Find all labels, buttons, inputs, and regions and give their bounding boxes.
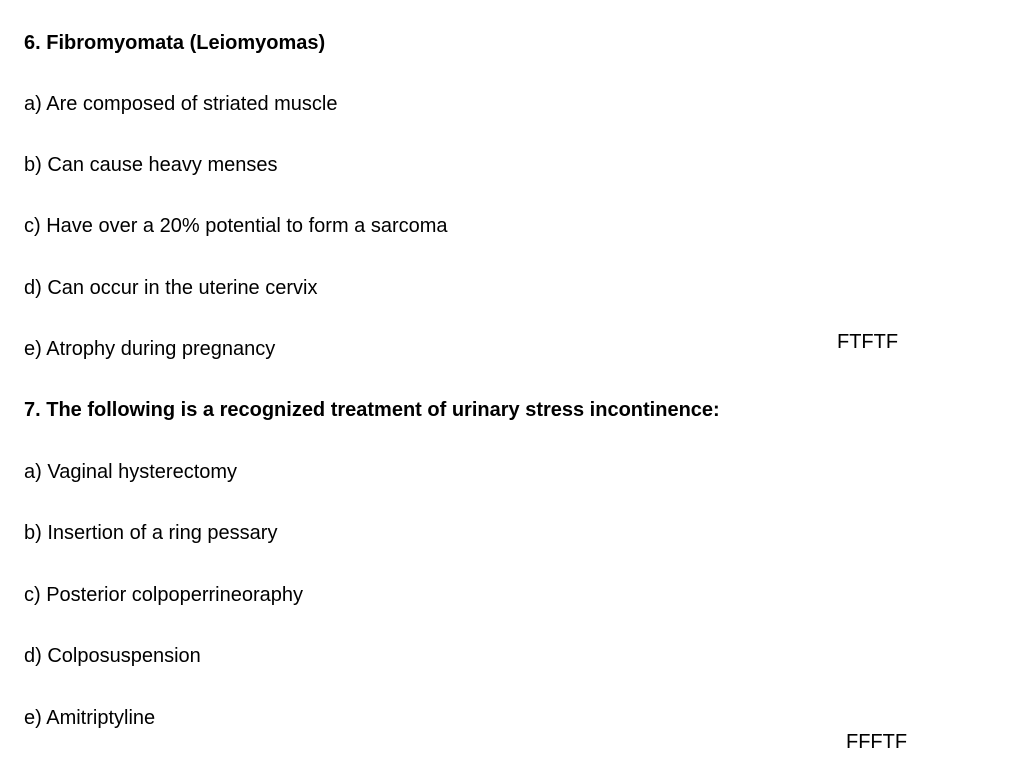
question-6-option-c: c) Have over a 20% potential to form a sarcoma — [24, 215, 448, 237]
question-7-option-e: e) Amitriptyline — [24, 707, 156, 729]
question-6-answer: FTFTF — [837, 331, 899, 353]
question-7-title: 7. The following is a recognized treatment of urinary stress incontinence: — [24, 399, 720, 421]
question-6-option-b: b) Can cause heavy menses — [24, 154, 278, 176]
question-7-option-b: b) Insertion of a ring pessary — [24, 522, 278, 544]
question-6-option-e: e) Atrophy during pregnancy — [24, 338, 276, 360]
question-7-option-a: a) Vaginal hysterectomy — [24, 461, 238, 483]
question-6-title: 6. Fibromyomata (Leiomyomas) — [24, 32, 326, 54]
question-6-option-a: a) Are composed of striated muscle — [24, 93, 338, 115]
question-7-option-c: c) Posterior colpoperrineoraphy — [24, 584, 304, 606]
question-7-option-d: d) Colposuspension — [24, 645, 201, 667]
question-6-option-d: d) Can occur in the uterine cervix — [24, 277, 318, 299]
question-7-answer: FFFTF — [846, 731, 908, 753]
